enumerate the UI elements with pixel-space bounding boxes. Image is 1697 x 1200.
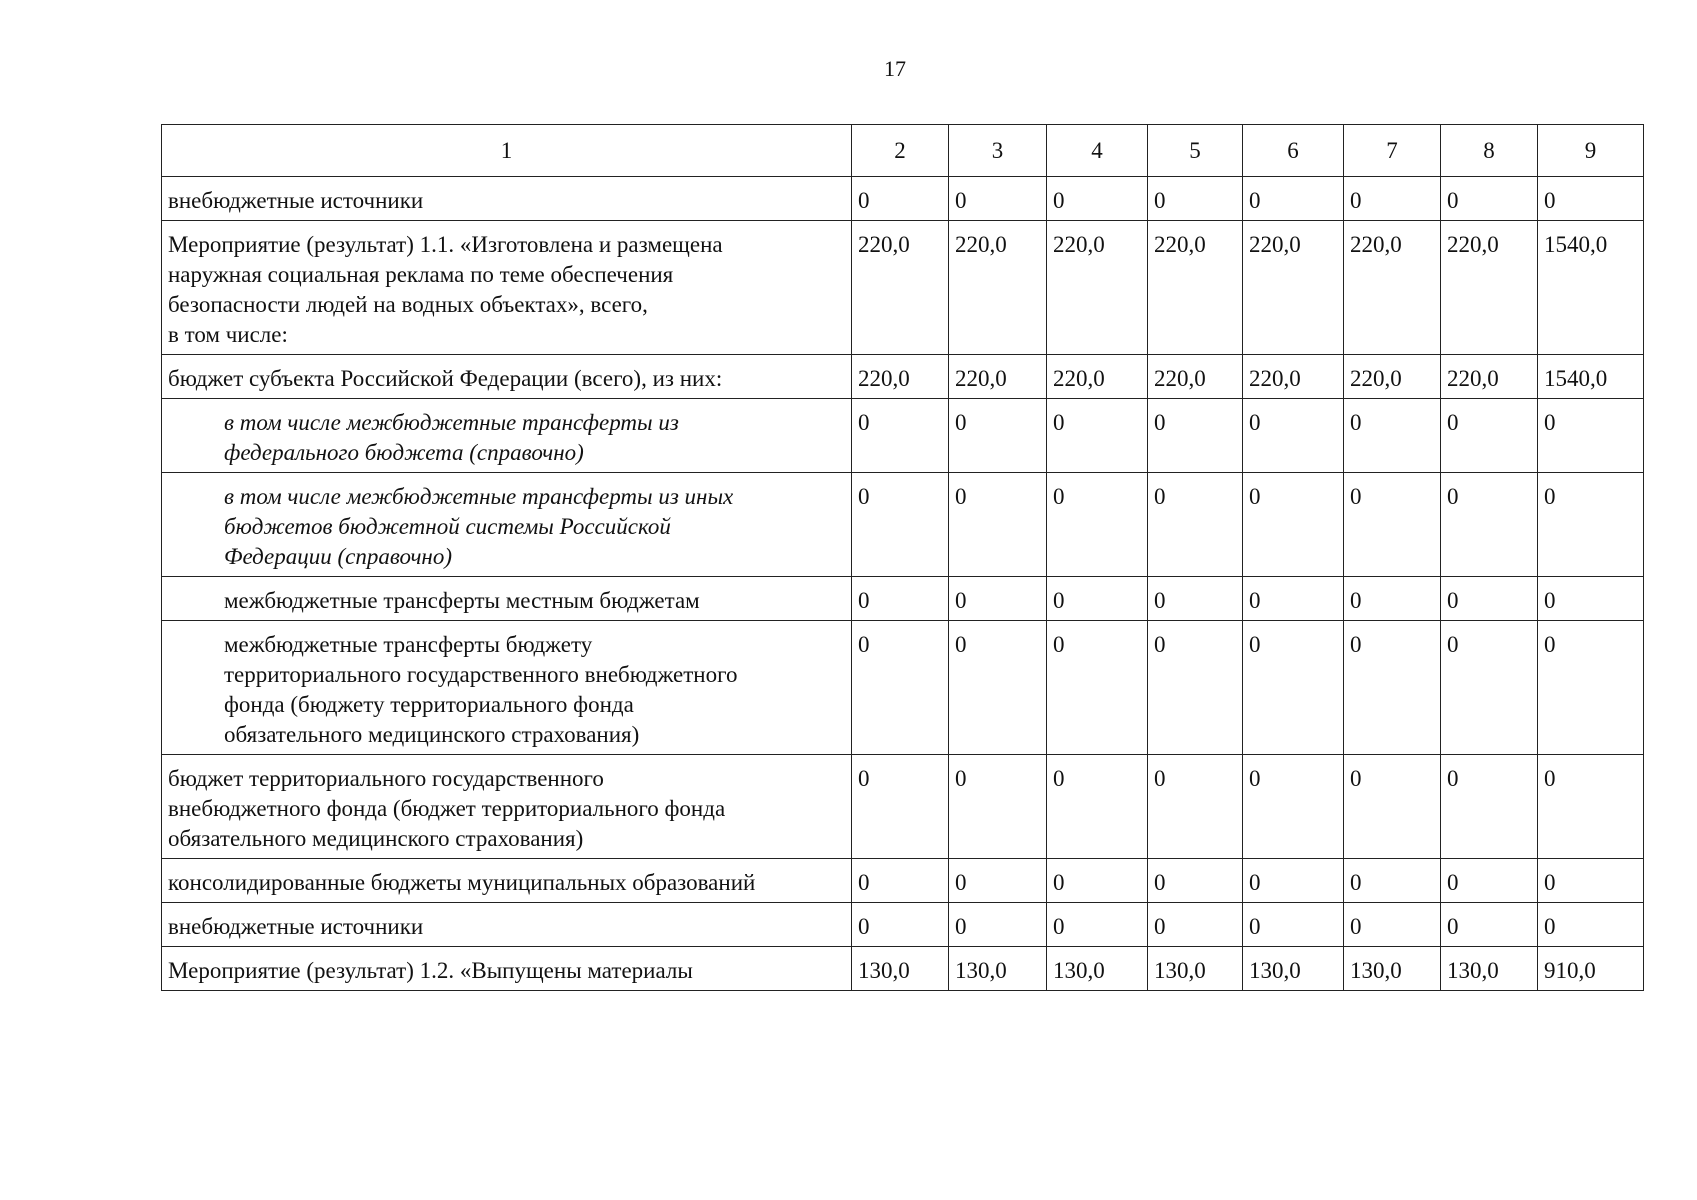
value-cell: 0 — [1441, 577, 1538, 621]
row-label: бюджет территориального государственного внебюджетного фонда (бюджет территориального фонда обязательного медицинского страхования) — [162, 755, 852, 859]
value-cell: 0 — [1344, 177, 1441, 221]
table-row — [162, 947, 1644, 991]
value-cell: 0 — [852, 177, 949, 221]
value-cell: 0 — [852, 859, 949, 903]
value-cell: 0 — [1344, 473, 1441, 577]
value-cell: 0 — [1441, 399, 1538, 473]
value-cell: 0 — [1441, 177, 1538, 221]
value-cell: 0 — [1047, 621, 1148, 755]
value-cell: 0 — [1148, 859, 1243, 903]
value-cell: 0 — [1344, 399, 1441, 473]
row-label: в том числе межбюджетные трансферты из федерального бюджета (справочно) — [162, 399, 852, 473]
value-cell: 0 — [1344, 859, 1441, 903]
value-cell: 220,0 — [852, 221, 949, 355]
value-cell: 220,0 — [1047, 221, 1148, 355]
value-cell: 0 — [1344, 755, 1441, 859]
table-row — [162, 755, 1644, 859]
table-row — [162, 177, 1644, 221]
value-cell: 0 — [1047, 473, 1148, 577]
value-cell: 0 — [1441, 859, 1538, 903]
value-cell: 220,0 — [1344, 355, 1441, 399]
row-label: бюджет субъекта Российской Федерации (всего), из них: — [162, 355, 852, 399]
value-cell: 0 — [1148, 577, 1243, 621]
value-cell: 220,0 — [852, 355, 949, 399]
value-cell: 0 — [1148, 177, 1243, 221]
value-cell: 0 — [949, 621, 1047, 755]
value-cell: 0 — [1441, 621, 1538, 755]
value-cell: 0 — [1148, 903, 1243, 947]
table-row — [162, 903, 1644, 947]
value-cell: 220,0 — [1441, 221, 1538, 355]
value-cell: 220,0 — [949, 355, 1047, 399]
value-cell: 0 — [1538, 473, 1644, 577]
page-number: 17 — [884, 56, 906, 81]
column-header: 4 — [1047, 125, 1148, 177]
value-cell: 0 — [852, 473, 949, 577]
value-cell: 0 — [949, 903, 1047, 947]
table-row — [162, 399, 1644, 473]
table-row — [162, 621, 1644, 755]
column-header: 1 — [162, 125, 852, 177]
value-cell: 0 — [1344, 577, 1441, 621]
value-cell: 130,0 — [852, 947, 949, 991]
value-cell: 0 — [1243, 399, 1344, 473]
table-header-row — [162, 125, 1644, 177]
value-cell: 0 — [1047, 577, 1148, 621]
value-cell: 130,0 — [1047, 947, 1148, 991]
row-label: консолидированные бюджеты муниципальных образований — [162, 859, 852, 903]
value-cell: 0 — [1148, 399, 1243, 473]
table-row — [162, 859, 1644, 903]
value-cell: 0 — [1538, 859, 1644, 903]
value-cell: 0 — [852, 399, 949, 473]
value-cell: 0 — [1243, 577, 1344, 621]
value-cell: 0 — [949, 177, 1047, 221]
row-label: Мероприятие (результат) 1.1. «Изготовлена и размещена наружная социальная реклама по теме обеспечения безопасности людей на водных объектах», всего, в том числе: — [162, 221, 852, 355]
row-label: внебюджетные источники — [162, 177, 852, 221]
column-header: 3 — [949, 125, 1047, 177]
value-cell: 130,0 — [1441, 947, 1538, 991]
value-cell: 0 — [1538, 177, 1644, 221]
value-cell: 0 — [1441, 903, 1538, 947]
table-row — [162, 577, 1644, 621]
value-cell: 0 — [1538, 621, 1644, 755]
value-cell: 1540,0 — [1538, 355, 1644, 399]
value-cell: 0 — [1344, 903, 1441, 947]
value-cell: 0 — [1538, 577, 1644, 621]
value-cell: 0 — [852, 903, 949, 947]
value-cell: 0 — [1538, 399, 1644, 473]
value-cell: 220,0 — [1148, 355, 1243, 399]
value-cell: 130,0 — [1243, 947, 1344, 991]
table-row — [162, 355, 1644, 399]
column-header: 5 — [1148, 125, 1243, 177]
value-cell: 130,0 — [1148, 947, 1243, 991]
value-cell: 0 — [852, 577, 949, 621]
table-row — [162, 473, 1644, 577]
value-cell: 910,0 — [1538, 947, 1644, 991]
value-cell: 220,0 — [1047, 355, 1148, 399]
value-cell: 0 — [1344, 621, 1441, 755]
column-header: 9 — [1538, 125, 1644, 177]
column-header: 7 — [1344, 125, 1441, 177]
value-cell: 130,0 — [949, 947, 1047, 991]
value-cell: 0 — [1243, 859, 1344, 903]
value-cell: 0 — [1243, 473, 1344, 577]
row-label: внебюджетные источники — [162, 903, 852, 947]
row-label: межбюджетные трансферты местным бюджетам — [162, 577, 852, 621]
value-cell: 0 — [949, 473, 1047, 577]
value-cell: 220,0 — [1243, 355, 1344, 399]
value-cell: 0 — [1243, 621, 1344, 755]
value-cell: 220,0 — [1441, 355, 1538, 399]
value-cell: 0 — [1047, 399, 1148, 473]
column-header: 2 — [852, 125, 949, 177]
value-cell: 0 — [1047, 755, 1148, 859]
value-cell: 0 — [1538, 755, 1644, 859]
row-label: Мероприятие (результат) 1.2. «Выпущены материалы — [162, 947, 852, 991]
value-cell: 0 — [949, 755, 1047, 859]
value-cell: 0 — [949, 577, 1047, 621]
value-cell: 0 — [1441, 755, 1538, 859]
value-cell: 0 — [1441, 473, 1538, 577]
value-cell: 0 — [1243, 755, 1344, 859]
value-cell: 0 — [1047, 859, 1148, 903]
value-cell: 0 — [1243, 177, 1344, 221]
value-cell: 0 — [1047, 903, 1148, 947]
value-cell: 220,0 — [1344, 221, 1441, 355]
value-cell: 1540,0 — [1538, 221, 1644, 355]
value-cell: 0 — [1148, 755, 1243, 859]
value-cell: 220,0 — [1148, 221, 1243, 355]
value-cell: 220,0 — [1243, 221, 1344, 355]
table-row — [162, 221, 1644, 355]
value-cell: 0 — [1243, 903, 1344, 947]
value-cell: 130,0 — [1344, 947, 1441, 991]
column-header: 8 — [1441, 125, 1538, 177]
row-label: в том числе межбюджетные трансферты из иных бюджетов бюджетной системы Российской Федерации (справочно) — [162, 473, 852, 577]
value-cell: 0 — [852, 755, 949, 859]
value-cell: 220,0 — [949, 221, 1047, 355]
value-cell: 0 — [949, 399, 1047, 473]
value-cell: 0 — [1047, 177, 1148, 221]
value-cell: 0 — [852, 621, 949, 755]
value-cell: 0 — [949, 859, 1047, 903]
value-cell: 0 — [1538, 903, 1644, 947]
row-label: межбюджетные трансферты бюджету территориального государственного внебюджетного фонда (бюджету территориального фонда обязательного медицинского страхования) — [162, 621, 852, 755]
funding-table — [161, 124, 1644, 991]
value-cell: 0 — [1148, 621, 1243, 755]
value-cell: 0 — [1148, 473, 1243, 577]
column-header: 6 — [1243, 125, 1344, 177]
